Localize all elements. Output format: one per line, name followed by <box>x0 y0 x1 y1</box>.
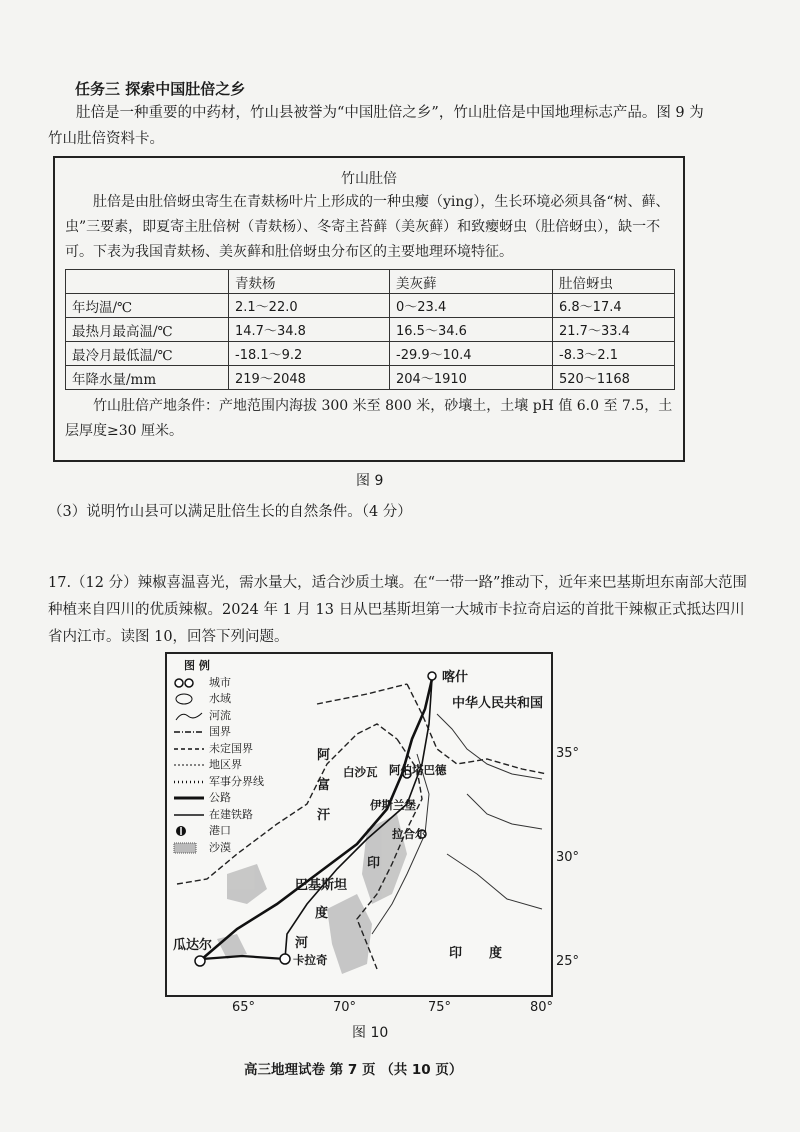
legend-item: 城市 <box>172 675 264 692</box>
latitude-label: 35° <box>556 746 580 761</box>
legend-title: 图 例 <box>184 659 210 672</box>
label-peshawar: 白沙瓦 <box>343 765 378 779</box>
label-afghanistan: 汗 <box>317 808 331 823</box>
map-legend <box>172 658 264 856</box>
task-heading: 任务三 探索中国肚倍之乡 <box>75 80 246 98</box>
city-symbol-icon <box>172 676 206 690</box>
table-header-cell: 美灰藓 <box>390 270 553 294</box>
longitude-label: 65° <box>232 1000 256 1015</box>
label-du: 度 <box>315 906 329 921</box>
table-cell: 最热月最高温/℃ <box>66 318 229 342</box>
resource-card <box>53 156 685 462</box>
table-row <box>66 342 675 366</box>
table-row <box>66 366 675 390</box>
label-islamabad: 伊斯兰堡 <box>370 798 416 812</box>
legend-item: 沙漠 <box>172 840 264 857</box>
label-river: 河 <box>295 936 309 951</box>
table-cell: -18.1～9.2 <box>229 342 390 366</box>
table-cell: -29.9～10.4 <box>390 342 553 366</box>
table-row <box>66 294 675 318</box>
table-cell: 6.8～17.4 <box>553 294 675 318</box>
question-17: 17.（12 分）辣椒喜温喜光，需水量大，适合沙质土壤。在“一带一路”推动下，近年来巴基斯坦东南部大范围种植来自四川的优质辣椒。2024 年 1 月 13 日从巴基斯坦第一大城市卡拉奇启运的首批干辣椒正式抵达四川省内江市。读图 10，回答下列问题。 <box>48 575 747 645</box>
table-cell: 520～1168 <box>553 366 675 390</box>
legend-item: 公路 <box>172 790 264 807</box>
longitude-label: 75° <box>428 1000 452 1015</box>
table-cell: 年降水量/mm <box>66 366 229 390</box>
table-header-cell <box>66 270 229 294</box>
legend-item: 河流 <box>172 708 264 725</box>
table-header-cell: 肚倍蚜虫 <box>553 270 675 294</box>
figure-10-caption: 图 10 <box>352 1025 389 1041</box>
label-gwadar: 瓜达尔 <box>173 938 213 953</box>
legend-item: 国界 <box>172 724 264 741</box>
table-cell: 最冷月最低温/℃ <box>66 342 229 366</box>
legend-item: 港口 <box>172 823 264 840</box>
label-afghanistan: 阿 <box>317 748 331 763</box>
desert-symbol-icon <box>172 841 206 855</box>
water-symbol-icon <box>172 692 206 706</box>
legend-item: 未定国界 <box>172 741 264 758</box>
port-symbol-icon <box>172 824 206 838</box>
legend-item: 军事分界线 <box>172 774 264 791</box>
railway-symbol-icon <box>172 808 206 822</box>
longitude-label: 70° <box>333 1000 357 1015</box>
label-lahore: 拉合尔 <box>392 827 427 841</box>
table-cell: 16.5～34.6 <box>390 318 553 342</box>
label-india: 印 <box>449 946 463 961</box>
label-abbottabad: 阿伯塔巴德 <box>389 763 447 777</box>
table-cell: 2.1～22.0 <box>229 294 390 318</box>
highway-symbol-icon <box>172 791 206 805</box>
card-paragraph: 肚倍是由肚倍蚜虫寄生在青麸杨叶片上形成的一种虫瘿（ying），生长环境必须具备“树、藓、虫”三要素，即夏寄主肚倍树（青麸杨）、冬寄主苔藓（美灰藓）和致瘿蚜虫（肚倍蚜虫），缺一不可。下表为我国青麸杨、美灰藓和肚倍蚜虫分布区的主要地理环境特征。 <box>65 194 670 260</box>
undefined-border-symbol-icon <box>172 742 206 756</box>
page-footer: 高三地理试卷 第 7 页 （共 10 页） <box>244 1062 463 1078</box>
environment-table <box>65 269 675 390</box>
table-cell: 21.7～33.4 <box>553 318 675 342</box>
legend-item: 在建铁路 <box>172 807 264 824</box>
region-border-symbol-icon <box>172 758 206 772</box>
longitude-label: 80° <box>530 1000 554 1015</box>
military-line-symbol-icon <box>172 775 206 789</box>
table-cell: 0～23.4 <box>390 294 553 318</box>
legend-item: 地区界 <box>172 757 264 774</box>
production-conditions: 竹山肚倍产地条件：产地范围内海拔 300 米至 800 米，砂壤土，土壤 pH 值 6.0 至 7.5，土层厚度≥30 厘米。 <box>65 398 673 439</box>
label-china: 中华人民共和国 <box>452 696 544 711</box>
river-symbol-icon <box>172 709 206 723</box>
map-figure-10 <box>165 652 553 997</box>
card-title: 竹山肚倍 <box>341 171 397 187</box>
latitude-label: 25° <box>556 954 580 969</box>
table-cell: 219～2048 <box>229 366 390 390</box>
label-kashgar: 喀什 <box>442 670 469 685</box>
table-header-row <box>66 270 675 294</box>
legend-item: 水域 <box>172 691 264 708</box>
table-cell: 204～1910 <box>390 366 553 390</box>
table-cell: 年均温/℃ <box>66 294 229 318</box>
task-intro: 肚倍是一种重要的中药材，竹山县被誉为“中国肚倍之乡”，竹山肚倍是中国地理标志产品。图 9 为竹山肚倍资料卡。 <box>48 105 704 147</box>
label-india-river: 印 <box>367 856 381 871</box>
table-cell: 14.7～34.8 <box>229 318 390 342</box>
table-cell: -8.3～2.1 <box>553 342 675 366</box>
label-afghanistan: 富 <box>317 778 331 793</box>
table-row <box>66 318 675 342</box>
question-3: （3）说明竹山县可以满足肚倍生长的自然条件。（4 分） <box>48 504 412 520</box>
table-header-cell: 青麸杨 <box>229 270 390 294</box>
latitude-label: 30° <box>556 850 580 865</box>
border-symbol-icon <box>172 725 206 739</box>
label-pakistan: 巴基斯坦 <box>295 878 348 893</box>
label-karachi: 卡拉奇 <box>293 953 328 967</box>
label-india: 度 <box>489 946 503 961</box>
figure-9-caption: 图 9 <box>356 473 384 489</box>
